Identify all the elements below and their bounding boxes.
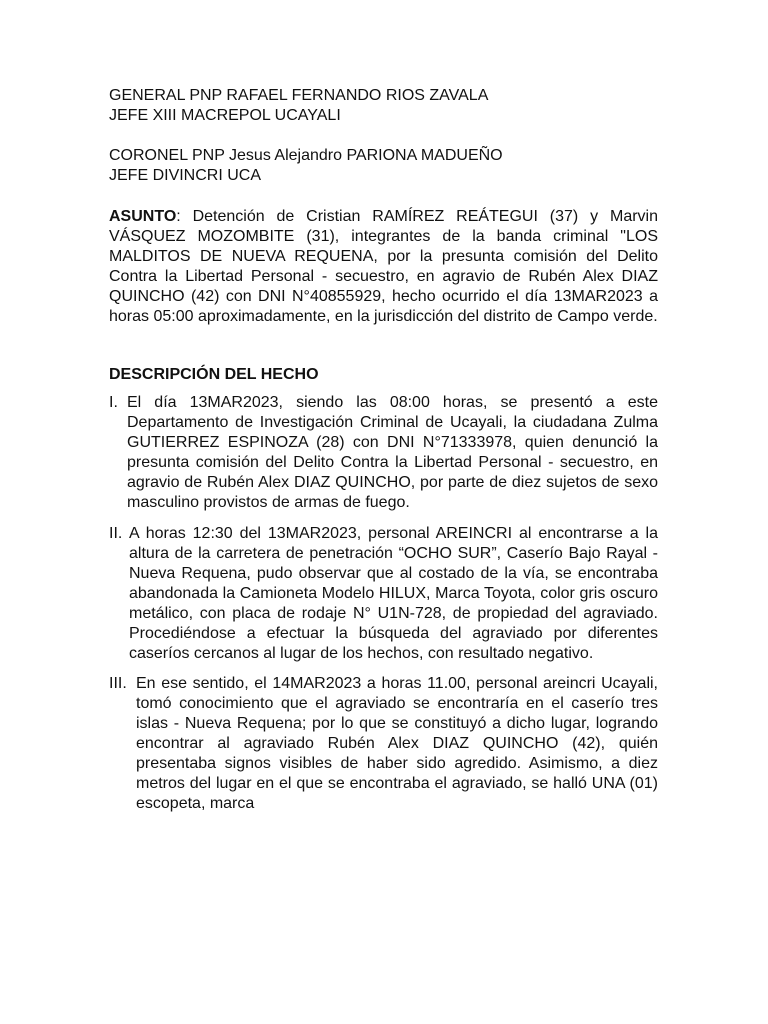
item-text: En ese sentido, el 14MAR2023 a horas 11.00, personal areincri Ucayali, tomó conocimiento que el agraviado se encontraría en el caserío tres islas - Nueva Requena; por lo que se constituyó a dicho lugar, logrando encontrar al agraviado Rubén Alex DIAZ QUINCHO (42), quién presentaba signos visibles de haber sido agredido. Asimismo, a diez metros del lugar en el que se encontraba el agraviado, se halló UNA (01) escopeta, marca	[136, 675, 658, 812]
asunto-paragraph	[109, 207, 658, 327]
recipient-name: CORONEL PNP Jesus Alejandro PARIONA MADUEÑO	[109, 147, 503, 164]
recipient-role: JEFE DIVINCRI UCA	[109, 167, 262, 184]
item-number: III.	[109, 675, 127, 692]
list-item	[109, 674, 658, 814]
recipient-block-2	[109, 146, 658, 186]
asunto-text: : Detención de Cristian RAMÍREZ REÁTEGUI (37) y Marvin VÁSQUEZ MOZOMBITE (31), integrantes de la banda criminal "LOS MALDITOS DE NUEVA REQUENA, por la presunta comisión del Delito Contra la Libertad Personal - secuestro, en agravio de Rubén Alex DIAZ QUINCHO (42) con DNI N°40855929, hecho ocurrido el día 13MAR2023 a horas 05:00 aproximadamente, en la jurisdicción del distrito de Campo verde.	[109, 208, 658, 325]
recipient-block-1	[109, 86, 658, 126]
item-text: El día 13MAR2023, siendo las 08:00 horas, se presentó a este Departamento de Investigación Criminal de Ucayali, la ciudadana Zulma GUTIERREZ ESPINOZA (28) con DNI N°71333978, quien denunció la presunta comisión del Delito Contra la Libertad Personal - secuestro, en agravio de Rubén Alex DIAZ QUINCHO, por parte de diez sujetos de sexo masculino provistos de armas de fuego.	[127, 394, 658, 511]
recipient-name: GENERAL PNP RAFAEL FERNANDO RIOS ZAVALA	[109, 87, 489, 104]
item-number: I.	[109, 394, 118, 411]
section-title: DESCRIPCIÓN DEL HECHO	[109, 366, 319, 383]
recipient-role: JEFE XIII MACREPOL UCAYALI	[109, 107, 341, 124]
list-item	[109, 393, 658, 513]
asunto-label: ASUNTO	[109, 208, 177, 225]
list-item	[109, 524, 658, 664]
item-text: A horas 12:30 del 13MAR2023, personal AREINCRI al encontrarse a la altura de la carretera de penetración “OCHO SUR”, Caserío Bajo Rayal - Nueva Requena, pudo observar que al costado de la vía, se encontraba abandonada la Camioneta Modelo HILUX, Marca Toyota, color gris oscuro metálico, con placa de rodaje N° U1N-728, de propiedad del agraviado. Procediéndose a efectuar la búsqueda del agraviado por diferentes caseríos cercanos al lugar de los hechos, con resultado negativo.	[129, 525, 658, 662]
document-page	[109, 86, 658, 814]
item-number: II.	[109, 525, 123, 542]
